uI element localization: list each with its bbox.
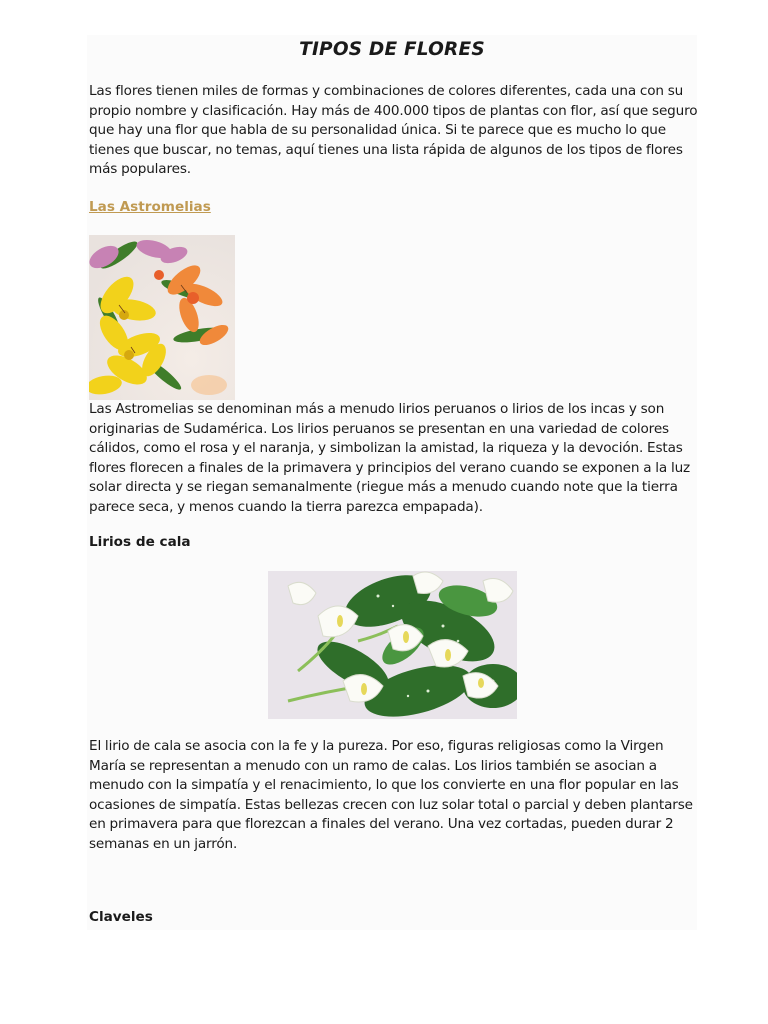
claveles-heading: Claveles: [89, 909, 153, 925]
lirios-de-cala-paragraph: El lirio de cala se asocia con la fe y la pureza. Por eso, figuras religiosas como la Virgen María se representan a menudo con un ramo de calas. Los lirios también se asocian a menudo con la simpatía y el renacimiento, lo que los convierte en una flor popular en las ocasiones de simpatía. Estas bellezas crecen con luz solar total o parcial y deben plantarse en primavera para que florezcan a finales del verano. Una vez cortadas, pueden durar 2 semanas en un jarrón.: [89, 738, 693, 852]
alstroemeria-photo-icon: [89, 235, 235, 400]
document-title: TIPOS DE FLORES: [299, 39, 485, 60]
calla-lily-photo-icon: [268, 571, 517, 719]
lirios-de-cala-heading: Lirios de cala: [89, 534, 191, 550]
intro-paragraph: Las flores tienen miles de formas y combinaciones de colores diferentes, cada una con su propio nombre y clasificación. Hay más de 400.000 tipos de plantas con flor, así que seguro que hay una flor que habla de su personalidad única. Si te parece que es mucho lo que tienes que buscar, no temas, aquí tienes una lista rápida de algunos de los tipos de flores más populares.: [89, 83, 698, 178]
astromelias-paragraph: Las Astromelias se denominan más a menudo lirios peruanos o lirios de los incas y son originarias de Sudamérica. Los lirios peruanos se presentan en una variedad de colores cálidos, como el rosa y el naranja, y simbolizan la amistad, la riqueza y la devoción. Estas flores florecen a finales de la primavera y principios del verano cuando se exponen a la luz solar directa y se riegan semanalmente (riegue más a menudo cuando note que la tierra parece seca, y menos cuando la tierra parezca empapada).: [89, 401, 691, 515]
document-page: [87, 35, 697, 930]
astromelias-link[interactable]: Las Astromelias: [89, 199, 211, 215]
